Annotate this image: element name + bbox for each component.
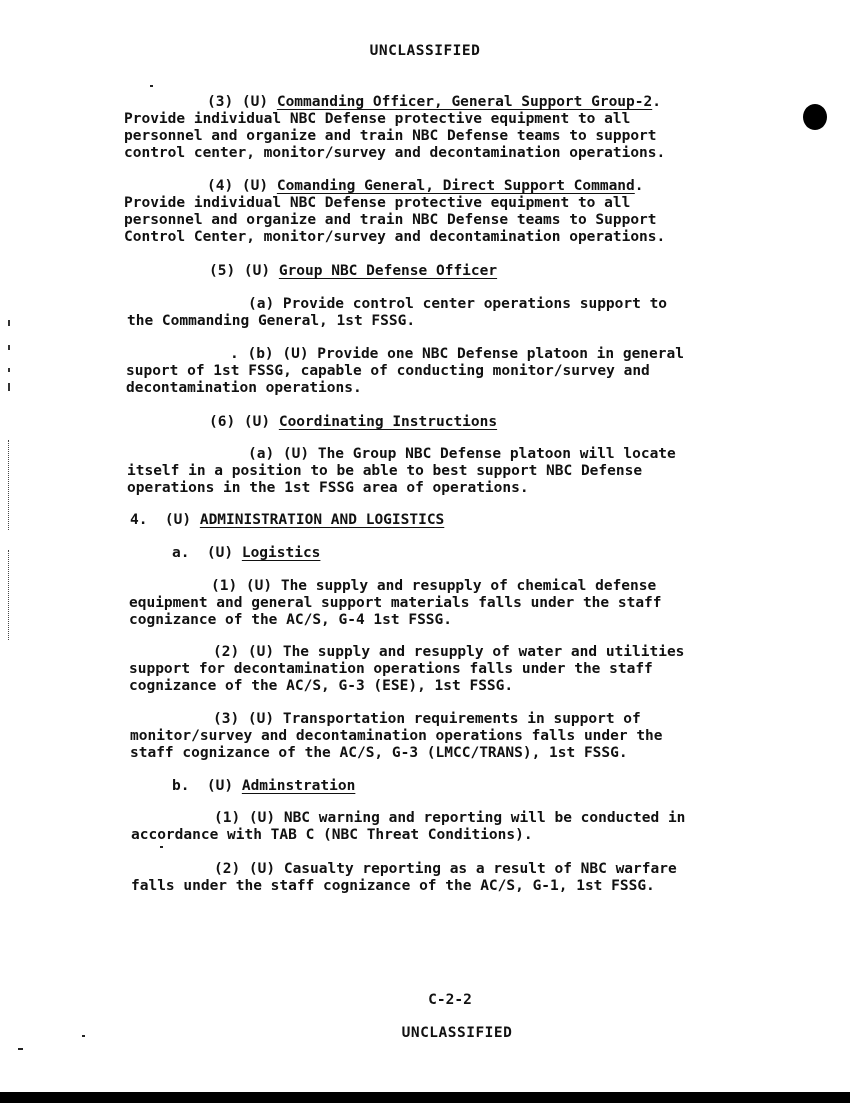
header-classification: UNCLASSIFIED (369, 43, 481, 59)
scan-mark (8, 383, 10, 391)
section-b-title: Adminstration (241, 778, 356, 794)
para-3-heading: (3) (U) Commanding Officer, General Support Group-2. (207, 94, 661, 110)
para-3-line-2: personnel and organize and train NBC Defense teams to support (124, 128, 657, 144)
para-5b-line-2: suport of 1st FSSG, capable of conducting monitor/survey and (126, 363, 650, 379)
scan-speck (160, 846, 163, 848)
para-5b-line-3: decontamination operations. (126, 380, 362, 396)
section-a-heading (172, 545, 320, 562)
para-5b-line-1: . (b) (U) Provide one NBC Defense platoon in general (230, 346, 684, 362)
scan-mark (8, 345, 10, 350)
para-6-number: (6) (U) (209, 414, 279, 430)
scan-speck (150, 85, 153, 87)
footer-classification: UNCLASSIFIED (401, 1025, 513, 1041)
para-3-line-1: Provide individual NBC Defense protective equipment to all (124, 111, 631, 127)
para-b2-line-1: (2) (U) Casualty reporting as a result of NBC warfare (214, 861, 677, 877)
para-4-title: Comanding General, Direct Support Command (276, 178, 635, 194)
para-6-heading (209, 414, 497, 431)
scan-mark (8, 368, 10, 372)
para-3-number: (3) (U) (207, 94, 277, 110)
scan-mark (8, 550, 10, 640)
scan-speck (82, 1035, 85, 1037)
section-4-heading (130, 512, 444, 529)
para-4-line-2: personnel and organize and train NBC Defense teams to Support (124, 212, 657, 228)
para-6-title: Coordinating Instructions (278, 414, 498, 430)
para-6a-line-1: (a) (U) The Group NBC Defense platoon will locate (248, 446, 676, 462)
para-4-heading: (4) (U) Comanding General, Direct Support Command. (207, 178, 644, 194)
para-4-line-3: Control Center, monitor/survey and decontamination operations. (124, 229, 666, 245)
page-number: C-2-2 (428, 992, 472, 1008)
scan-speck (18, 1048, 23, 1050)
para-b1-line-2: accordance with TAB C (NBC Threat Conditions). (131, 827, 533, 843)
section-4-number: 4. (U) (130, 512, 200, 528)
para-a2-line-1: (2) (U) The supply and resupply of water and utilities (213, 644, 685, 660)
para-b2-line-2: falls under the staff cognizance of the AC/S, G-1, 1st FSSG. (131, 878, 655, 894)
para-5a-line-1: (a) Provide control center operations support to (248, 296, 668, 312)
para-5-heading (209, 263, 497, 280)
para-5-number: (5) (U) (209, 263, 279, 279)
section-b-heading (172, 778, 355, 795)
section-a-number: a. (U) (172, 545, 242, 561)
para-a2-line-3: cognizance of the AC/S, G-3 (ESE), 1st FSSG. (129, 678, 514, 694)
para-5-title: Group NBC Defense Officer (278, 263, 498, 279)
para-4-number: (4) (U) (207, 178, 277, 194)
section-a-title: Logistics (241, 545, 321, 561)
scan-bottom-edge (0, 1092, 850, 1103)
para-3-line-3: control center, monitor/survey and decontamination operations. (124, 145, 666, 161)
para-6a-line-3: operations in the 1st FSSG area of operations. (127, 480, 529, 496)
para-a3-line-2: monitor/survey and decontamination operations falls under the (130, 728, 663, 744)
para-a3-line-1: (3) (U) Transportation requirements in support of (213, 711, 641, 727)
para-4-line-1: Provide individual NBC Defense protective equipment to all (124, 195, 631, 211)
para-a3-line-3: staff cognizance of the AC/S, G-3 (LMCC/TRANS), 1st FSSG. (130, 745, 628, 761)
scan-mark (8, 440, 10, 530)
punch-hole-mark (803, 104, 827, 130)
scan-mark (8, 320, 10, 326)
section-b-number: b. (U) (172, 778, 242, 794)
para-a1-line-1: (1) (U) The supply and resupply of chemical defense (211, 578, 657, 594)
para-b1-line-1: (1) (U) NBC warning and reporting will be conducted in (214, 810, 686, 826)
para-6a-line-2: itself in a position to be able to best support NBC Defense (127, 463, 643, 479)
para-5a-line-2: the Commanding General, 1st FSSG. (127, 313, 416, 329)
para-a1-line-2: equipment and general support materials falls under the staff (129, 595, 662, 611)
para-a2-line-2: support for decontamination operations falls under the staff (129, 661, 653, 677)
para-3-title: Commanding Officer, General Support Group-2 (276, 94, 653, 110)
para-a1-line-3: cognizance of the AC/S, G-4 1st FSSG. (129, 612, 453, 628)
section-4-title: ADMINISTRATION AND LOGISTICS (199, 512, 445, 528)
